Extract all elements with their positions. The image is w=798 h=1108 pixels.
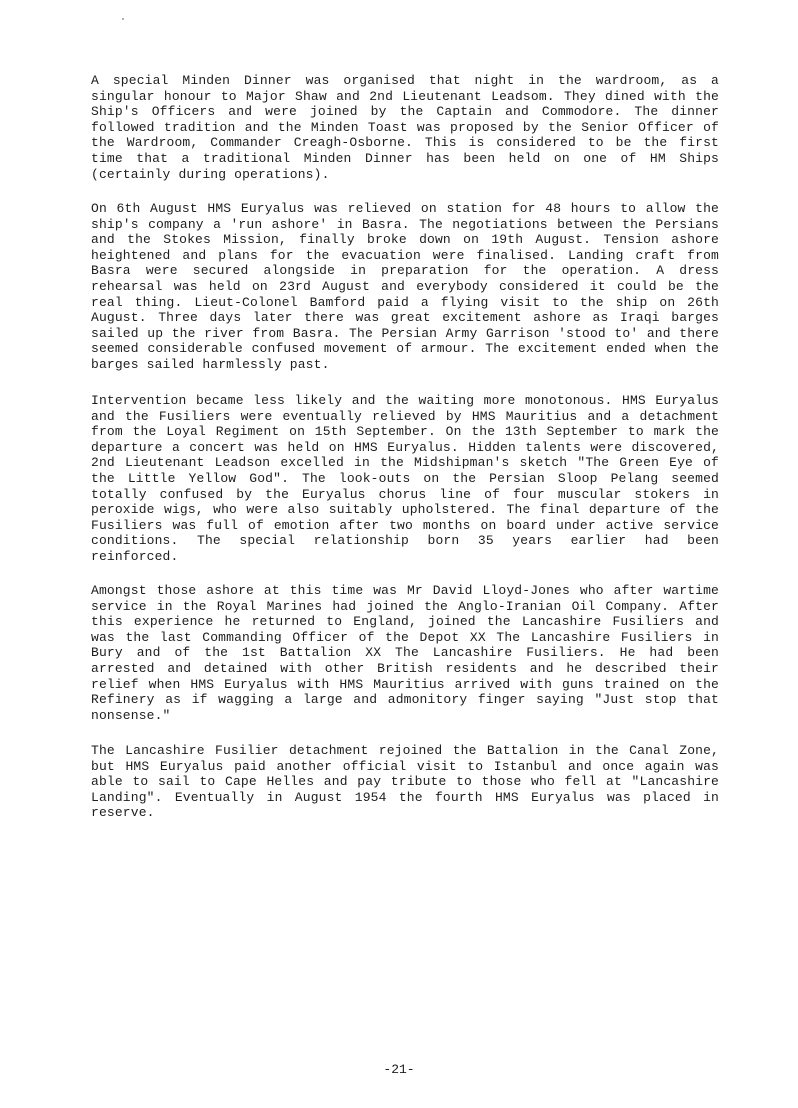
scan-speck: [122, 18, 124, 20]
paragraph-basra-relief: On 6th August HMS Euryalus was relieved on station for 48 hours to allow the ship's company a 'run ashore' in Basra. The negotiations between the Persians and the Stokes Mission, finally broke down on 19th August. Tension ashore heightened and plans for the evacuation were finalised. Landing craft from Basra were secured alongside in preparation for the operation. A dress rehearsal was held on 23rd August and everybody considered it could be the real thing. Lieut-Colonel Bamford paid a flying visit to the ship on 26th August. Three days later there was great excitement ashore as Iraqi barges sailed up the river from Basra. The Persian Army Garrison 'stood to' and there seemed considerable confused movement of armour. The excitement ended when the barges sailed harmlessly past.: [91, 201, 719, 372]
paragraph-canal-zone: The Lancashire Fusilier detachment rejoined the Battalion in the Canal Zone, but HMS Euryalus paid another official visit to Istanbul and once again was able to sail to Cape Helles and pay tribute to those who fell at "Lancashire Landing". Eventually in August 1954 the fourth HMS Euryalus was placed in reserve.: [91, 743, 719, 821]
paragraph-intervention: Intervention became less likely and the waiting more monotonous. HMS Euryalus and the Fusiliers were eventually relieved by HMS Mauritius and a detachment from the Loyal Regiment on 15th September. On the 13th September to mark the departure a concert was held on HMS Euryalus. Hidden talents were discovered, 2nd Lieutenant Leadson excelled in the Midshipman's sketch "The Green Eye of the Little Yellow God". The look-outs on the Persian Sloop Pelang seemed totally confused by the Euryalus chorus line of four muscular stokers in peroxide wigs, who were also suitably upholstered. The final departure of the Fusiliers was full of emotion after two months on board under active service conditions. The special relationship born 35 years earlier had been reinforced.: [91, 393, 719, 564]
paragraph-minden-dinner: A special Minden Dinner was organised that night in the wardroom, as a singular honour to Major Shaw and 2nd Lieutenant Leadsom. They dined with the Ship's Officers and were joined by the Captain and Commodore. The dinner followed tradition and the Minden Toast was proposed by the Senior Officer of the Wardroom, Commander Creagh-Osborne. This is considered to be the first time that a traditional Minden Dinner has been held on one of HM Ships (certainly during operations).: [91, 73, 719, 182]
page-number: -21-: [383, 1062, 415, 1077]
paragraph-lloyd-jones: Amongst those ashore at this time was Mr David Lloyd-Jones who after wartime service in the Royal Marines had joined the Anglo-Iranian Oil Company. After this experience he returned to England, joined the Lancashire Fusiliers and was the last Commanding Officer of the Depot XX The Lancashire Fusiliers in Bury and of the 1st Battalion XX The Lancashire Fusiliers. He had been arrested and detained with other British residents and he described their relief when HMS Euryalus with HMS Mauritius arrived with guns trained on the Refinery as if wagging a large and admonitory finger saying "Just stop that nonsense.": [91, 583, 719, 723]
